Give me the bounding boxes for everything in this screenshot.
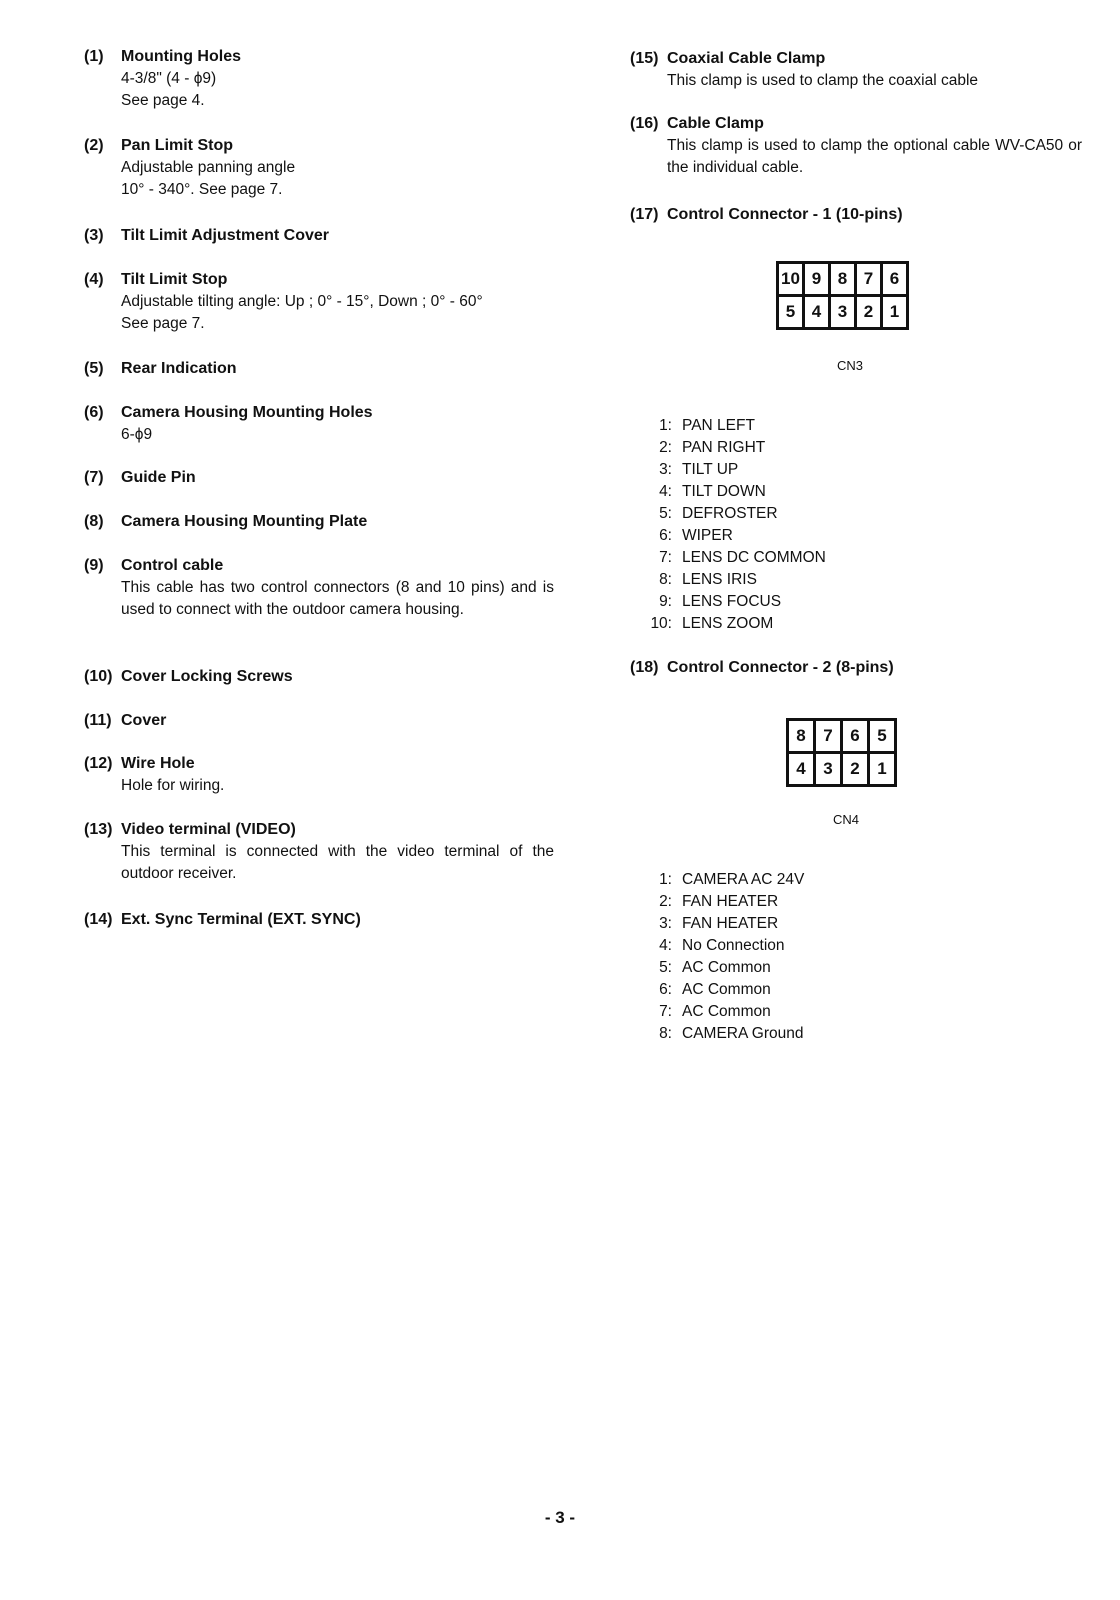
connector-pin: 3: [816, 754, 840, 784]
legend-item: [84, 225, 554, 247]
pin-function: LENS IRIS: [682, 571, 757, 588]
item-title: Control Connector - 1 (10-pins): [667, 206, 903, 223]
legend-item: [630, 657, 1090, 679]
item-description: 10° - 340°. See page 7.: [121, 181, 283, 198]
connector-pin: 5: [779, 297, 802, 327]
pin-number: 1:: [659, 417, 672, 434]
connector-pin: 6: [843, 721, 867, 751]
item-number: (15): [630, 50, 659, 67]
legend-item: [630, 113, 1082, 179]
pin-function: AC Common: [682, 981, 771, 998]
connector-pin: 8: [789, 721, 813, 751]
pin-number: 4:: [659, 937, 672, 954]
connector-pin: 5: [870, 721, 894, 751]
pin-function: CAMERA Ground: [682, 1025, 804, 1042]
item-title: Pan Limit Stop: [121, 137, 233, 154]
item-description: This cable has two control connectors (8 and 10 pins) and is used to connect with the outdoor camera housing.: [121, 579, 554, 618]
item-description: See page 7.: [121, 315, 205, 332]
pin-function: No Connection: [682, 937, 785, 954]
pin-number: 9:: [659, 593, 672, 610]
item-number: (11): [84, 712, 112, 729]
legend-item: [630, 48, 1090, 92]
legend-item: [84, 511, 554, 533]
legend-item: [84, 710, 554, 732]
pin-number: 2:: [659, 439, 672, 456]
pin-row: [646, 935, 804, 957]
item-number: (7): [84, 469, 104, 486]
pin-function: WIPER: [682, 527, 733, 544]
item-title: Cover Locking Screws: [121, 668, 293, 685]
legend-item: [84, 909, 554, 931]
item-number: (10): [84, 668, 113, 685]
item-title: Mounting Holes: [121, 48, 241, 65]
pin-number: 5:: [659, 505, 672, 522]
item-title: Control Connector - 2 (8-pins): [667, 659, 894, 676]
pin-function: FAN HEATER: [682, 915, 779, 932]
pin-number: 6:: [659, 527, 672, 544]
item-number: (8): [84, 513, 104, 530]
pin-function: LENS ZOOM: [682, 615, 774, 632]
item-description: 6-ϕ9: [121, 426, 153, 443]
pin-function: TILT DOWN: [682, 483, 766, 500]
item-title: Cover: [121, 712, 167, 729]
item-title: Cable Clamp: [667, 115, 764, 132]
item-number: (18): [630, 659, 659, 676]
item-title: Camera Housing Mounting Holes: [121, 404, 373, 421]
pin-function: AC Common: [682, 959, 771, 976]
item-description: Adjustable panning angle: [121, 159, 296, 176]
legend-item: [84, 46, 554, 112]
pin-row: [646, 481, 826, 503]
pin-function: TILT UP: [682, 461, 739, 478]
item-number: (6): [84, 404, 104, 421]
pin-row: [646, 569, 826, 591]
pin-row: [646, 1023, 804, 1045]
item-number: (4): [84, 271, 104, 288]
item-title: Wire Hole: [121, 755, 195, 772]
pin-number: 3:: [659, 461, 672, 478]
page-number: - 3 -: [544, 1508, 576, 1527]
item-title: Tilt Limit Stop: [121, 271, 228, 288]
pin-row: [646, 547, 826, 569]
pin-row: [646, 979, 804, 1001]
connector-label: CN4: [832, 812, 859, 827]
item-description: This terminal is connected with the video terminal of the outdoor receiver.: [121, 843, 554, 882]
connector-pin: 1: [870, 754, 894, 784]
pin-number: 7:: [659, 549, 672, 566]
pin-number: 10:: [650, 615, 672, 632]
pin-number: 7:: [659, 1003, 672, 1020]
pin-row: [646, 525, 826, 547]
connector-diagram: [776, 261, 909, 330]
pin-function: LENS FOCUS: [682, 593, 782, 610]
pin-function: CAMERA AC 24V: [682, 871, 805, 888]
legend-item: [84, 358, 554, 380]
legend-item: [84, 402, 554, 446]
connector-pin: 7: [857, 264, 880, 294]
item-title: Tilt Limit Adjustment Cover: [121, 227, 330, 244]
item-title: Video terminal (VIDEO): [121, 821, 296, 838]
legend-item: [84, 269, 554, 335]
item-number: (2): [84, 137, 104, 154]
legend-item: [84, 467, 554, 489]
connector-pin: 2: [843, 754, 867, 784]
pin-function: PAN RIGHT: [682, 439, 766, 456]
item-number: (3): [84, 227, 104, 244]
connector-pin: 2: [857, 297, 880, 327]
pin-row: [646, 891, 804, 913]
connector-pin: 3: [831, 297, 854, 327]
pin-function: DEFROSTER: [682, 505, 778, 522]
pin-row: [646, 957, 804, 979]
item-title: Camera Housing Mounting Plate: [121, 513, 368, 530]
item-title: Rear Indication: [121, 360, 237, 377]
connector-pin: 6: [883, 264, 906, 294]
pin-function: LENS DC COMMON: [682, 549, 826, 566]
pin-row: [646, 591, 826, 613]
pin-row: [646, 503, 826, 525]
item-description: Adjustable tilting angle: Up ; 0° - 15°, Down ; 0° - 60°: [121, 293, 483, 310]
legend-item: [630, 204, 1090, 226]
item-title: Control cable: [121, 557, 224, 574]
connector-label: CN3: [836, 358, 863, 373]
item-description: Hole for wiring.: [121, 777, 225, 794]
pin-row: [646, 613, 826, 635]
connector-pin: 4: [805, 297, 828, 327]
pin-number: 3:: [659, 915, 672, 932]
item-number: (12): [84, 755, 113, 772]
pin-row: [646, 437, 826, 459]
connector-pin: 9: [805, 264, 828, 294]
pin-row: [646, 459, 826, 481]
pin-number: 8:: [659, 1025, 672, 1042]
connector-diagram: [786, 718, 897, 787]
item-number: (16): [630, 115, 659, 132]
pin-row: [646, 1001, 804, 1023]
pin-function: AC Common: [682, 1003, 771, 1020]
pin-assignment-list: [646, 869, 804, 1045]
connector-pin: 1: [883, 297, 906, 327]
legend-item: [84, 555, 554, 621]
pin-row: [646, 869, 804, 891]
item-title: Ext. Sync Terminal (EXT. SYNC): [121, 911, 361, 928]
item-description: See page 4.: [121, 92, 205, 109]
item-number: (5): [84, 360, 104, 377]
pin-assignment-list: [646, 415, 826, 635]
connector-pin: 7: [816, 721, 840, 751]
pin-function: FAN HEATER: [682, 893, 779, 910]
legend-item: [84, 753, 554, 797]
pin-number: 2:: [659, 893, 672, 910]
pin-number: 5:: [659, 959, 672, 976]
item-number: (14): [84, 911, 113, 928]
pin-number: 4:: [659, 483, 672, 500]
item-description: This clamp is used to clamp the optional cable WV-CA50 or the individual cable.: [667, 137, 1082, 176]
connector-pin: 8: [831, 264, 854, 294]
item-title: Coaxial Cable Clamp: [667, 50, 826, 67]
pin-function: PAN LEFT: [682, 417, 755, 434]
legend-item: [84, 135, 554, 201]
connector-pin: 4: [789, 754, 813, 784]
item-number: (17): [630, 206, 659, 223]
connector-pin: 10: [779, 264, 802, 294]
item-description: This clamp is used to clamp the coaxial cable: [667, 72, 979, 89]
item-number: (9): [84, 557, 104, 574]
item-number: (1): [84, 48, 104, 65]
pin-number: 6:: [659, 981, 672, 998]
legend-item: [84, 666, 554, 688]
item-description: 4-3/8" (4 - ϕ9): [121, 70, 217, 87]
item-number: (13): [84, 821, 113, 838]
pin-number: 8:: [659, 571, 672, 588]
pin-number: 1:: [659, 871, 672, 888]
legend-item: [84, 819, 554, 885]
pin-row: [646, 913, 804, 935]
pin-row: [646, 415, 826, 437]
item-title: Guide Pin: [121, 469, 196, 486]
